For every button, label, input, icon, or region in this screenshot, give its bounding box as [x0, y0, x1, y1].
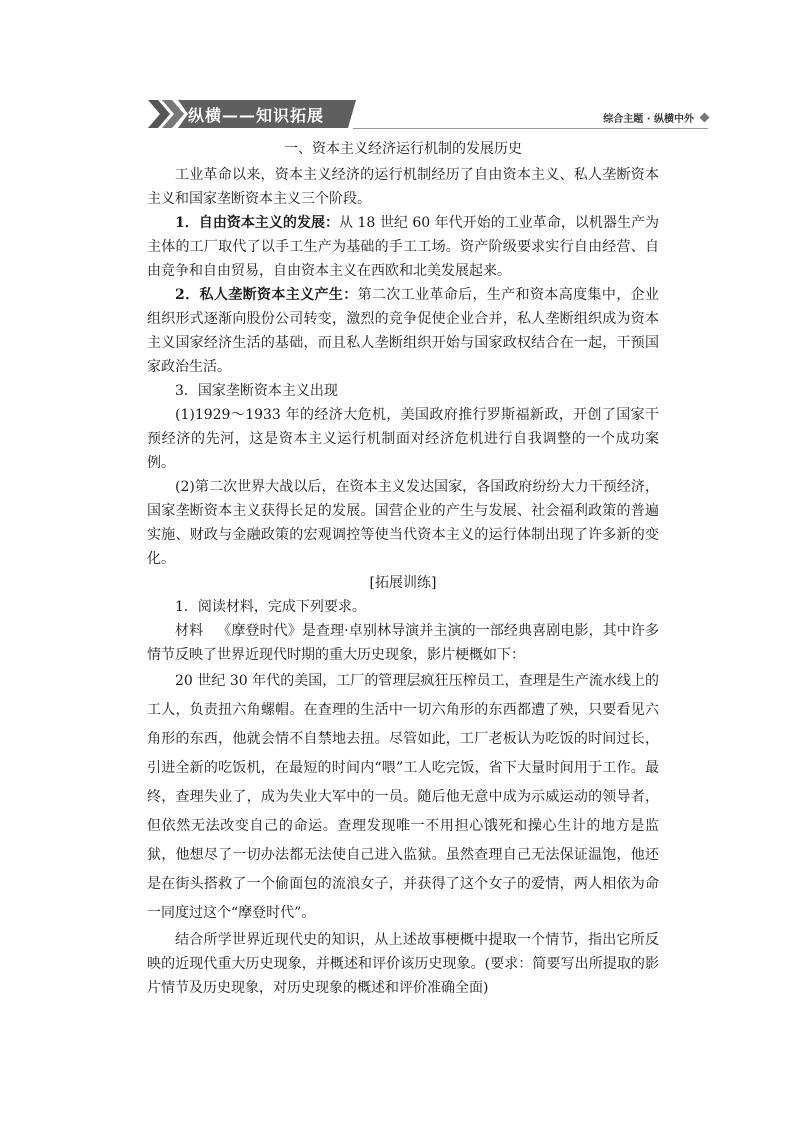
- question-1: 1．阅读材料，完成下列要求。: [175, 599, 366, 615]
- item-1-label: 1．自由资本主义的发展：: [175, 215, 340, 231]
- material-block: [147, 619, 659, 928]
- sub-item-2: (2)第二次世界大战以后，在资本主义发达国家，各国政府纷纷大力干预经济，国家垄断资本主义获得长足的发展。国营企业的产生与发展、社会福利政策的普遍实施、财政与金融政策的宏观调控等使当代资本主义的运行体制出现了许多新的变化。: [147, 479, 659, 567]
- item-3-label: 3．国家垄断资本主义出现: [175, 383, 338, 399]
- header-rule: [353, 128, 708, 129]
- item-1: [147, 211, 659, 283]
- requirement: 结合所学世界近现代史的知识，从上述故事梗概中提取一个情节，指出它所反映的近现代重大历史现象，并概述和评价该历史现象。(要求：简要写出所提取的影片情节及历史现象，对历史现象的概述和评价准确全面): [147, 932, 659, 996]
- page-header: [148, 100, 708, 130]
- item-2: [147, 283, 659, 379]
- item-2-label: 2．私人垄断资本主义产生：: [175, 287, 358, 303]
- header-subtitle: 综合主题 · 纵横中外: [603, 114, 694, 125]
- item-2-text: 第二次工业革命后，生产和资本高度集中，企业组织形式逐渐向股份公司转变，激烈的竞争促使企业合并，私人垄断组织成为资本主义国家经济生活的基础，而且私人垄断组织开始与国家政权结合在一起，干预国家政治生活。: [147, 287, 660, 375]
- section-title: 一、资本主义经济运行机制的发展历史: [284, 141, 522, 157]
- diamond-icon: [700, 113, 710, 123]
- document-body: [147, 137, 659, 1000]
- sub-item-1: (1)1929～1933 年的经济大危机，美国政府推行罗斯福新政，开创了国家干预经济的先河，这是资本主义运行机制面对经济危机进行自我调整的一个成功案例。: [147, 407, 659, 471]
- intro-paragraph: 工业革命以来，资本主义经济的运行机制经历了自由资本主义、私人垄断资本主义和国家垄断资本主义三个阶段。: [147, 167, 659, 207]
- item-3: [147, 379, 659, 403]
- material-label: 材料: [175, 623, 204, 639]
- material-intro: [147, 619, 659, 667]
- material-body: 20 世纪 30 年代的美国，工厂的管理层疯狂压榨员工，查理是生产流水线上的工人，负责扭六角螺帽。在查理的生活中一切六角形的东西都遭了殃，只要看见六角形的东西，他就会情不自禁地去扭。尽管如此，工厂老板认为吃饭的时间过长，引进全新的吃饭机，在最短的时间内“喂”工人吃完饭，省下大量时间用于工作。最终，查理失业了，成为失业大军中的一员。随后他无意中成为示威运动的领导者，但依然无法改变自己的命运。查理发现唯一不用担心饿死和操心生计的地方是监狱，他想尽了一切办法都无法使自己进入监狱。虽然查理自己无法保证温饱，他还是在街头搭救了一个偷面包的流浪女子，并获得了这个女子的爱情，两人相依为命一同度过这个“摩登时代”。: [147, 673, 659, 921]
- training-title: [拓展训练]: [369, 575, 437, 591]
- material-intro-text: 《摩登时代》是查理·卓别林导演并主演的一部经典喜剧电影，其中许多情节反映了世界近现代时期的重大历史现象，影片梗概如下：: [147, 623, 659, 663]
- item-1-text: 从 18 世纪 60 年代开始的工业革命，以机器生产为主体的工厂取代了以手工生产为基础的手工工场。资产阶级要求实行自由经营、自由竞争和自由贸易，自由资本主义在西欧和北美发展起来。: [147, 215, 659, 279]
- banner-title: 纵横——知识拓展: [188, 106, 325, 125]
